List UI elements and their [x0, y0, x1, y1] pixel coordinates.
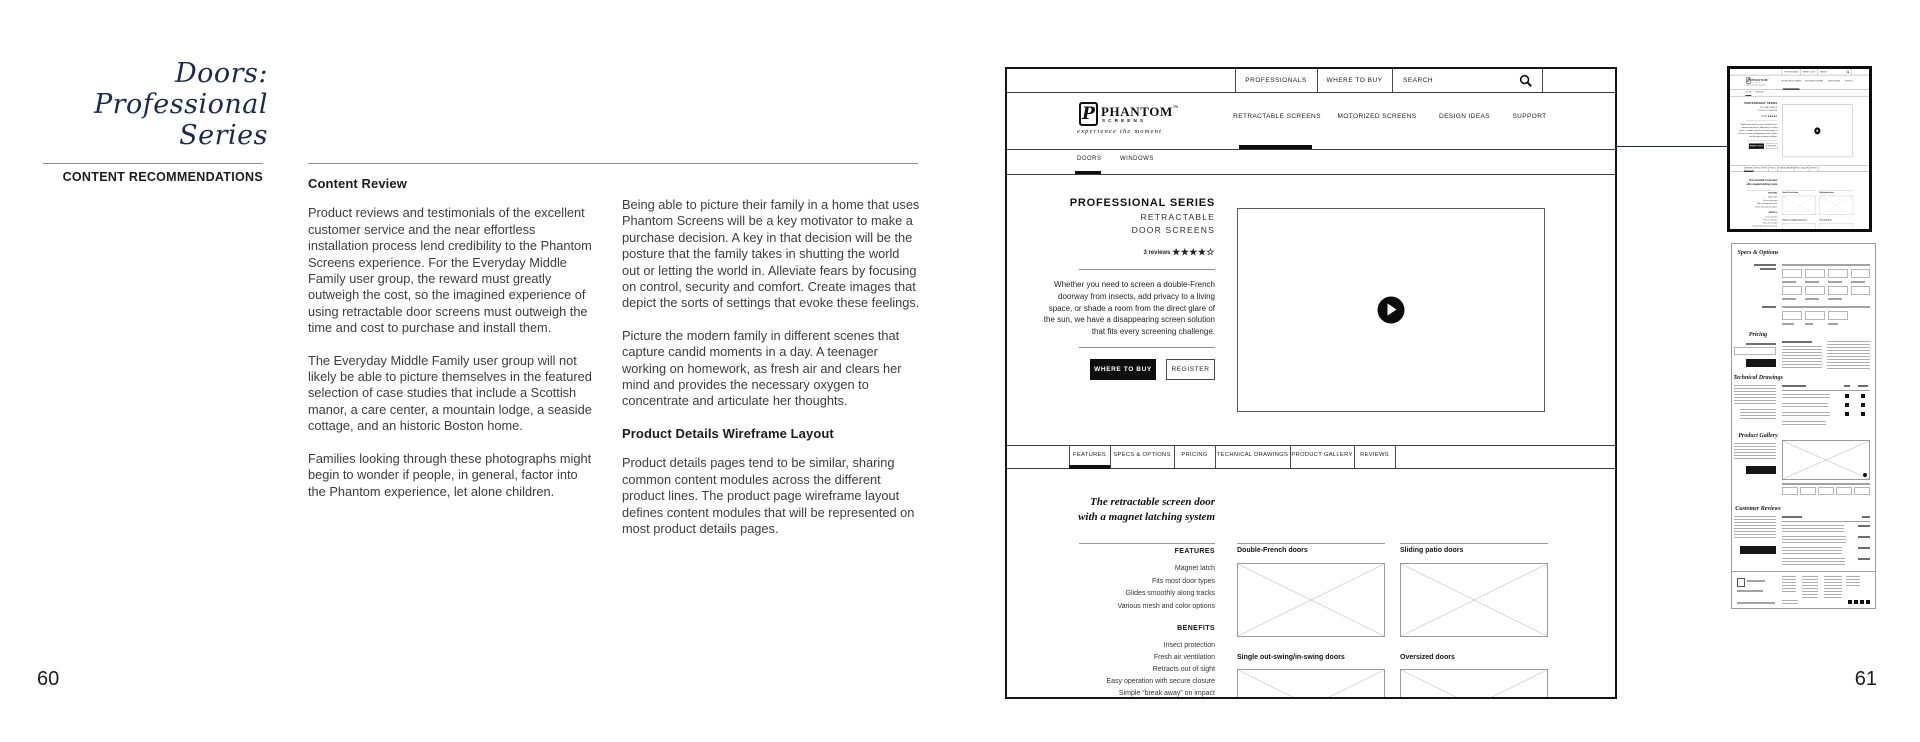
social-icon — [1860, 600, 1864, 604]
benefits-list — [1043, 640, 1215, 699]
greek-paragraph — [1734, 443, 1776, 460]
greek-review-row — [1782, 525, 1844, 532]
features-heading: FEATURES — [1174, 548, 1215, 555]
text-column-1 — [308, 176, 598, 516]
greek-text — [1782, 264, 1870, 266]
filmstrip-cell — [1818, 487, 1834, 495]
paragraph: Product details pages tend to be similar, sharing common content modules across the different product lines. The product page wireframe layout defines content modules that will be represented on most product details pages. — [622, 455, 915, 536]
filmstrip-cell — [1782, 487, 1798, 495]
greek-input — [1734, 347, 1776, 355]
greek-button — [1746, 466, 1776, 474]
greek-price — [1858, 558, 1870, 560]
gallery-image-placeholder — [1782, 196, 1816, 215]
subnav-windows[interactable]: WINDOWS — [1120, 156, 1154, 162]
nav-design-ideas[interactable]: DESIGN IDEAS — [1438, 113, 1491, 120]
topbar-professionals-link[interactable]: PROFESSIONALS — [1245, 77, 1307, 84]
benefit-item: Easy operation with secure closure — [1752, 225, 1778, 228]
gallery-rule — [1400, 543, 1548, 544]
greek-rule — [1782, 390, 1870, 391]
gallery-label-oversized: Oversized doors — [1400, 654, 1455, 661]
gallery-nav-dot — [1863, 473, 1867, 477]
gallery-label-single-swing: Single out-swing/in-swing doors — [1237, 654, 1345, 661]
greek-field — [1805, 269, 1825, 278]
paragraph: Picture the modern family in different scenes that capture candid moments in a day. A teenager working on homework, as fresh air and clears her mind and provides the necessary oxygen to concentrate and articulate her thoughts. — [622, 327, 902, 409]
tab-technical-drawings[interactable]: TECHNICAL DRAWINGS — [1216, 452, 1289, 458]
star-rating-empty: ☆ — [1206, 247, 1215, 257]
greek-field — [1828, 311, 1848, 320]
greek-field — [1828, 286, 1848, 295]
greek-table-header — [1782, 385, 1806, 387]
greek-label — [1782, 281, 1796, 283]
greek-table-header — [1844, 385, 1850, 387]
greek-label — [1760, 268, 1776, 270]
greek-table-row — [1782, 403, 1828, 408]
greek-field — [1782, 269, 1802, 278]
body-rule — [308, 163, 918, 164]
feature-item: Glides smoothly along tracks — [1125, 590, 1215, 598]
star-rating-filled: ★★★★ — [1767, 114, 1776, 118]
trademark-symbol: ™ — [1767, 78, 1770, 80]
page-title — [28, 58, 268, 151]
greek-field — [1851, 286, 1870, 295]
features-intro: The retractable screen door with a magnet latching system — [1746, 178, 1778, 186]
gallery-label-oversized: Oversized doors — [1819, 219, 1832, 222]
topbar-divider — [1007, 92, 1615, 93]
greek-paragraph — [1740, 409, 1776, 420]
phantom-logo-screens: SCREENS — [1102, 118, 1147, 123]
nav-support[interactable]: SUPPORT — [1512, 113, 1547, 120]
filmstrip-cell — [1836, 487, 1852, 495]
thumb-section-customer-reviews: Customer Reviews — [1735, 506, 1781, 512]
greek-table-row — [1782, 412, 1830, 417]
tab-divider — [1395, 445, 1396, 468]
footer-link-column — [1782, 576, 1796, 594]
subnav-doors[interactable]: DOORS — [1745, 91, 1752, 93]
tab-product-gallery[interactable]: PRODUCT GALLERY — [1291, 452, 1353, 458]
product-description: Whether you need to screen a double-French doorway from insects, add privacy to a living space, or shade a room from the direct glare of the sun, we have a disappearing screen solution that fits every screening challenge. — [1738, 123, 1778, 138]
greek-label — [1746, 343, 1776, 345]
gallery-label-sliding-patio: Sliding patio doors — [1400, 547, 1464, 554]
feature-item: Fits most door types — [1762, 199, 1778, 202]
greek-field — [1805, 311, 1825, 320]
footer-link-column — [1824, 576, 1842, 600]
footer-rule — [1732, 571, 1876, 572]
product-summary — [1043, 197, 1215, 380]
greek-field — [1828, 269, 1848, 278]
footer-link-column — [1802, 576, 1818, 598]
callout-connector-line — [1617, 146, 1729, 147]
reviews-count: 3 reviews — [1143, 250, 1171, 256]
topbar-cell-divider — [1392, 69, 1393, 92]
thumb-section-technical-drawings: Technical Drawings — [1733, 375, 1783, 381]
reviews-count: 3 reviews — [1761, 115, 1768, 118]
reviews-summary[interactable] — [1043, 247, 1215, 258]
topbar-cell-divider — [1542, 69, 1543, 92]
gallery-image-placeholder — [1400, 669, 1548, 699]
footer-logo-text — [1747, 580, 1765, 582]
wireframe-product-page — [1005, 67, 1617, 699]
greek-button — [1740, 546, 1776, 554]
gallery-label-double-french: Double-French doors — [1237, 547, 1308, 554]
play-icon — [1817, 129, 1819, 132]
feature-item: Various mesh and color options — [1117, 602, 1215, 610]
page-title-line2: Professional Series — [93, 89, 268, 151]
star-rating-empty: ☆ — [1775, 114, 1778, 118]
trademark-symbol: ™ — [1172, 106, 1179, 111]
phantom-logo-mark: P — [1079, 102, 1098, 126]
tab-features[interactable]: FEATURES — [1745, 167, 1753, 169]
thumbnail-selected-wireframe[interactable] — [1727, 66, 1872, 232]
greek-table-row — [1782, 421, 1826, 426]
greek-paragraph — [1734, 385, 1776, 405]
thumbnail-mini-wireframe — [1730, 69, 1869, 231]
greek-label — [1782, 323, 1794, 325]
search-icon[interactable] — [1519, 74, 1533, 88]
greek-label — [1851, 281, 1865, 283]
download-icon — [1845, 403, 1849, 407]
nav-motorized-screens[interactable]: MOTORIZED SCREENS — [1805, 80, 1824, 83]
greek-price — [1858, 547, 1870, 549]
filmstrip-cell — [1854, 487, 1870, 495]
search-input[interactable]: SEARCH — [1820, 71, 1827, 73]
greek-paragraph — [1782, 346, 1822, 369]
greek-review-row — [1782, 547, 1842, 554]
greek-table-row — [1782, 394, 1830, 399]
greek-rule — [1782, 521, 1870, 522]
phantom-logo-screens: SCREENS — [1751, 81, 1762, 83]
product-video-placeholder[interactable] — [1237, 208, 1545, 412]
paragraph: The Everyday Middle Family user group will not likely be able to picture themselves in the featured selection of case studies that include a Scottish manor, a care center, a mountain lodge, a seaside cottage, and an historic Boston home. — [308, 352, 592, 434]
gallery-image-placeholder — [1819, 196, 1853, 215]
greek-review-row — [1782, 536, 1846, 543]
greek-label — [1805, 323, 1813, 325]
greek-field — [1782, 286, 1802, 295]
greek-label — [1762, 306, 1776, 308]
benefit-item: Retracts out of sight — [1763, 222, 1778, 225]
wireframe-layout-heading: Product Details Wireframe Layout — [622, 425, 834, 441]
section-label: CONTENT RECOMMENDATIONS — [62, 170, 263, 184]
page-number-left: 60 — [37, 668, 60, 690]
topbar-professionals-link[interactable]: PROFESSIONALS — [1784, 71, 1799, 73]
tab-active-underline — [1744, 171, 1753, 172]
paragraph: Families looking through these photographs might begin to wonder if people, in general, factor into the Phantom experience, let alone children. — [308, 450, 592, 499]
content-review-heading: Content Review — [308, 176, 407, 191]
topbar-where-to-buy-link[interactable]: WHERE TO BUY — [1326, 77, 1383, 84]
product-description: Whether you need to screen a double-French doorway from insects, add privacy to a living space, or shade a room from the direct glare of the sun, we have a disappearing screen solution that fits every screening challenge. — [1043, 280, 1215, 337]
gallery-label-single-swing: Single out-swing/in-swing doors — [1782, 219, 1807, 222]
tab-specs-options[interactable]: SPECS & OPTIONS — [1113, 452, 1171, 458]
phantom-logo-name: PHANTOM™ — [1751, 77, 1770, 82]
nav-design-ideas[interactable]: DESIGN IDEAS — [1828, 80, 1840, 83]
features-list — [1738, 196, 1777, 209]
search-input[interactable]: SEARCH — [1403, 77, 1434, 84]
subnav-divider — [1007, 174, 1615, 175]
search-icon[interactable] — [1846, 70, 1849, 74]
features-list — [1043, 563, 1215, 613]
product-summary — [1738, 102, 1777, 149]
where-to-buy-button[interactable]: WHERE TO BUY — [1090, 359, 1156, 380]
gallery-rule — [1237, 543, 1385, 544]
benefit-item: Insect protection — [1163, 642, 1215, 649]
product-series-title: PROFESSIONAL SERIES — [1069, 197, 1215, 209]
social-icon — [1848, 600, 1852, 604]
thumbnail-full-page-wireframe[interactable] — [1731, 243, 1876, 609]
greek-label — [1805, 298, 1819, 300]
play-button[interactable] — [1378, 297, 1405, 324]
benefit-item: Easy operation with secure closure — [1106, 678, 1215, 685]
gallery-label-sliding-patio: Sliding patio doors — [1819, 191, 1834, 194]
gallery-image-placeholder — [1819, 223, 1853, 231]
download-icon — [1861, 403, 1865, 407]
greek-label — [1782, 298, 1796, 300]
where-to-buy-button[interactable]: WHERE TO BUY — [1749, 145, 1763, 148]
benefit-item: Insect protection — [1765, 216, 1778, 218]
greek-label — [1805, 281, 1819, 283]
tab-reviews[interactable]: REVIEWS — [1360, 452, 1389, 458]
benefit-item: Simple “break away” on impact — [1118, 690, 1215, 697]
feature-item: Magnet latch — [1768, 196, 1778, 199]
greek-label — [1828, 323, 1838, 325]
paragraph: Being able to picture their family in a home that uses Phantom Screens will be a key motivator to make a purchase decision. A key in that decision will be the posture that the family takes in shutting the world out or letting the world in. Alleviate fears by focusing on control, security and comfort. Create images that depict the sorts of settings that evoke these feelings. — [622, 197, 920, 311]
sidebar-rule — [43, 163, 263, 164]
greek-price — [1858, 525, 1870, 527]
hero-divider — [1079, 269, 1215, 270]
tab-technical-drawings[interactable]: TECHNICAL DRAWINGS — [1777, 167, 1794, 169]
footer-logo-tagline — [1737, 590, 1763, 592]
product-subtitle-2: DOOR SCREENS — [1758, 109, 1778, 112]
phantom-logo-mark: P — [1747, 77, 1750, 84]
page-number-right: 61 — [1854, 668, 1877, 690]
reviews-summary[interactable] — [1738, 115, 1777, 118]
social-icon — [1866, 600, 1870, 604]
tab-active-underline — [1069, 465, 1110, 469]
benefit-item: Retracts out of sight — [1152, 666, 1215, 673]
greek-paragraph — [1827, 341, 1870, 369]
benefits-list — [1738, 216, 1777, 231]
download-icon — [1845, 412, 1849, 416]
header-divider — [1007, 149, 1615, 150]
product-subtitle-2: DOOR SCREENS — [1131, 225, 1215, 235]
feature-item: Various mesh and color options — [1755, 206, 1778, 208]
greek-paragraph — [1734, 516, 1776, 540]
greek-table-header — [1858, 385, 1868, 387]
gallery-image-placeholder — [1237, 563, 1385, 637]
product-subtitle-1: RETRACTABLE — [1140, 212, 1215, 222]
register-button[interactable]: REGISTER — [1767, 145, 1777, 148]
greek-review-row — [1782, 558, 1845, 565]
benefits-heading: BENEFITS — [1177, 625, 1215, 632]
text-column-2 — [622, 197, 920, 553]
phantom-logo-tagline: experience the moment — [1077, 128, 1163, 135]
thumb-section-specs-options: Specs & Options — [1737, 250, 1779, 256]
benefit-item: Simple “break away” on impact — [1755, 228, 1778, 231]
footer-copyright — [1737, 602, 1775, 604]
play-button[interactable] — [1814, 127, 1820, 134]
hero-divider — [1079, 347, 1215, 348]
filmstrip-cell — [1800, 487, 1816, 495]
nav-retractable-screens[interactable]: RETRACTABLE SCREENS — [1233, 113, 1321, 120]
greek-text — [1782, 306, 1870, 308]
features-intro: The retractable screen door with a magnet latching system — [1078, 496, 1215, 523]
product-subtitle-1: RETRACTABLE — [1760, 105, 1778, 109]
greek-field — [1851, 269, 1870, 278]
topbar-where-to-buy-link[interactable]: WHERE TO BUY — [1802, 71, 1816, 73]
thumb-section-pricing: Pricing — [1748, 332, 1768, 338]
gallery-label-double-french: Double-French doors — [1782, 191, 1799, 194]
greek-field — [1782, 311, 1802, 320]
product-series-title: PROFESSIONAL SERIES — [1744, 101, 1778, 105]
download-icon — [1861, 394, 1865, 398]
greek-button — [1746, 359, 1776, 367]
feature-item: Fits most door types — [1151, 577, 1215, 585]
greek-label — [1754, 264, 1776, 266]
tab-features[interactable]: FEATURES — [1073, 452, 1106, 458]
features-rule — [1079, 543, 1215, 544]
footer-link-column — [1846, 576, 1860, 586]
tab-reviews[interactable]: REVIEWS — [1810, 167, 1817, 169]
gallery-image-placeholder — [1782, 223, 1816, 231]
nav-retractable-screens[interactable]: RETRACTABLE SCREENS — [1781, 80, 1802, 83]
play-icon — [1388, 304, 1397, 316]
footer-logo-mark — [1737, 578, 1745, 587]
thumb-section-product-gallery: Product Gallery — [1738, 433, 1778, 439]
greek-label — [1828, 281, 1842, 283]
register-button[interactable]: REGISTER — [1166, 359, 1215, 380]
footer-meta — [1782, 600, 1798, 606]
product-video-placeholder[interactable] — [1782, 105, 1852, 157]
feature-item: Magnet latch — [1174, 565, 1215, 572]
nav-motorized-screens[interactable]: MOTORIZED SCREENS — [1337, 113, 1417, 120]
gallery-image-placeholder — [1237, 669, 1385, 699]
tab-specs-options[interactable]: SPECS & OPTIONS — [1754, 167, 1768, 169]
tab-pricing[interactable]: PRICING — [1181, 452, 1208, 458]
page-title-line1: Doors: — [174, 58, 268, 89]
benefit-item: Fresh air ventilation — [1763, 219, 1778, 222]
tab-pricing[interactable]: PRICING — [1769, 167, 1776, 169]
greek-label — [1782, 341, 1812, 343]
gallery-hero-placeholder — [1782, 440, 1870, 480]
greek-price — [1858, 536, 1870, 538]
feature-item: Glides smoothly along tracks — [1756, 202, 1778, 205]
tab-product-gallery[interactable]: PRODUCT GALLERY — [1794, 167, 1809, 169]
features-heading: FEATURES — [1768, 192, 1778, 194]
greek-label — [1782, 516, 1802, 518]
social-icon — [1854, 600, 1858, 604]
gallery-image-placeholder — [1400, 563, 1548, 637]
benefit-item: Fresh air ventilation — [1153, 654, 1215, 661]
download-icon — [1845, 394, 1849, 398]
phantom-logo-tagline: experience the moment — [1745, 84, 1766, 86]
greek-label — [1828, 298, 1842, 300]
greek-field — [1805, 286, 1825, 295]
greek-label — [1862, 516, 1870, 518]
thumbnail-mini-container — [1730, 69, 1869, 229]
nav-support[interactable]: SUPPORT — [1844, 80, 1853, 83]
greek-strip — [1782, 483, 1870, 485]
subnav-windows[interactable]: WINDOWS — [1755, 91, 1764, 93]
star-rating-filled: ★★★★ — [1172, 247, 1207, 257]
subnav-doors[interactable]: DOORS — [1077, 156, 1102, 162]
benefits-heading: BENEFITS — [1768, 211, 1778, 214]
download-icon — [1861, 412, 1865, 416]
phantom-logo-name: PHANTOM™ — [1101, 104, 1179, 119]
tabs-top-border — [1007, 445, 1615, 446]
paragraph: Product reviews and testimonials of the excellent customer service and the near effortless installation process lend credibility to the Phantom Screens experience. For the Everyday Middle Family user group, the reward must greatly outweigh the cost, so the imagined experience of using retractable door screens must outweigh the time and cost to purchase and install them. — [308, 205, 592, 336]
